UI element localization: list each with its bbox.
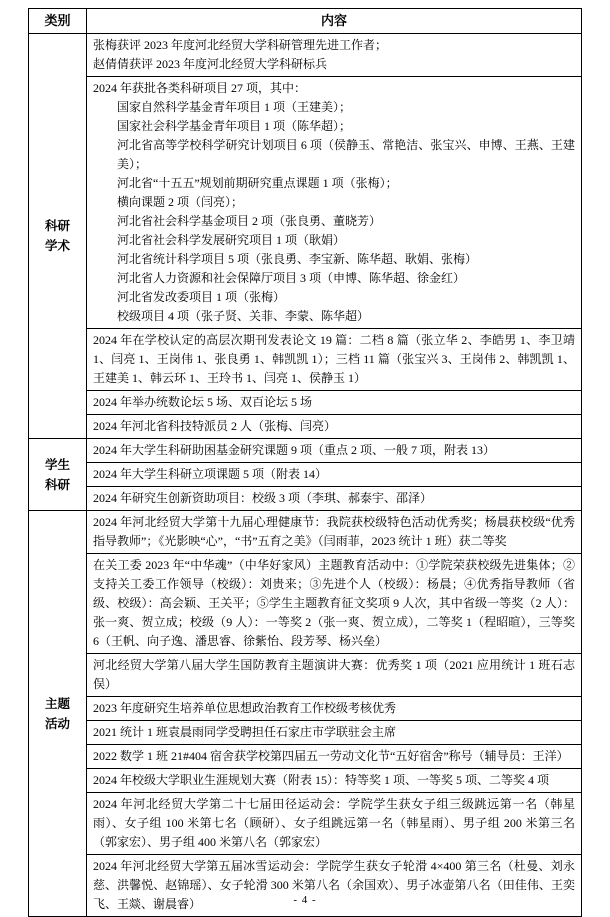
table-row (29, 439, 582, 463)
header-cell-category: 类别 (29, 9, 87, 34)
content-cell (87, 769, 582, 793)
content-cell (87, 793, 582, 855)
row-paragraph: 国家社会科学基金青年项目 1 项（陈华超）； (117, 119, 352, 133)
table-row (29, 769, 582, 793)
row-paragraph: 2024 年大学生科研立项课题 5 项（附表 14） (93, 467, 328, 481)
table-row (29, 511, 582, 554)
table-body (29, 34, 582, 917)
row-paragraph: 河北省社会科学基金项目 2 项（张良勇、董晓芳） (117, 214, 382, 228)
content-cell (87, 34, 582, 77)
row-paragraph: 2024 年河北省科技特派员 2 人（张梅、闫亮） (93, 419, 337, 433)
content-cell (87, 745, 582, 769)
content-cell (87, 439, 582, 463)
row-paragraph: 2024 年获批各类科研项目 27 项，其中： (93, 81, 307, 95)
row-paragraph: 2024 年研究生创新资助项目：校级 3 项（李琪、郝泰宇、邵泽） (93, 491, 433, 505)
table-row (29, 793, 582, 855)
row-paragraph: 赵倩倩获评 2023 年度河北经贸大学科研标兵 (93, 57, 328, 71)
row-paragraph: 2022 数学 1 班 21#404 宿舍获学校第四届五一劳动文化节“五好宿舍”称号（辅导员：王洋） (93, 749, 569, 763)
category-cell: 科研 学术 (29, 34, 87, 439)
row-paragraph: 横向课题 2 项（闫亮）； (117, 195, 244, 209)
content-cell (87, 554, 582, 654)
achievements-table (28, 8, 582, 917)
table-row (29, 415, 582, 439)
row-paragraph: 河北省社会科学发展研究项目 1 项（耿娟） (117, 233, 346, 247)
header-cell-content: 内容 (87, 9, 582, 34)
content-cell (87, 697, 582, 721)
content-cell (87, 654, 582, 697)
row-paragraph: 河北省发改委项目 1 项（张梅） (117, 290, 286, 304)
table-row (29, 697, 582, 721)
content-cell (87, 487, 582, 511)
row-paragraph: 2024 年河北经贸大学第二十七届田径运动会：学院学生获女子组三级跳远第一名（韩星雨）、女子组 100 米第七名（顾研）、女子组跳远第一名（韩星雨）、男子组 200 米第三名（郭家宏）、男子组 400 米第八名（郭家宏） (93, 797, 575, 849)
category-cell: 主题 活动 (29, 511, 87, 917)
content-cell (87, 77, 582, 329)
table-row (29, 77, 582, 329)
row-paragraph: 河北省统计科学项目 5 项（张良勇、李宝新、陈华超、耿娟、张梅） (117, 252, 478, 266)
row-paragraph: 河北省人力资源和社会保障厅项目 3 项（申博、陈华超、徐金红） (117, 271, 466, 285)
table-row (29, 463, 582, 487)
row-paragraph: 2024 年河北经贸大学第十九届心理健康节：我院获校级特色活动优秀奖；杨晨获校级“优秀指导教师”；《光影映“心”，“书”五育之美》（闫雨菲，2023 统计 1 班）获二等奖 (93, 515, 575, 548)
table-row (29, 654, 582, 697)
category-cell: 学生 科研 (29, 439, 87, 511)
row-paragraph: 在关工委 2023 年“中华魂”（中华好家风）主题教育活动中：①学院荣获校级先进集体；②支持关工委工作领导（校级）：刘贵来；③先进个人（校级）：杨晨；④优秀指导教师（省级、校级）：高会颖、王关平；⑤学生主题教育征文奖项 9 人次，其中省级一等奖（2 人）：张一爽、贺立成；校级（9 人）：一等奖 2（张一爽、贺立成），二等奖 1（程昭暄），三等奖 6（王帆、向子逸、潘思睿、徐紫怡、段芳琴、杨兴垒） (93, 558, 575, 648)
content-cell (87, 415, 582, 439)
row-paragraph: 2024 年在学校认定的高层次期刊发表论文 19 篇：二档 8 篇（张立华 2、李皓男 1、李卫靖 1、闫亮 1、王岗伟 1、张良勇 1、韩凯凯 1）；三档 11 篇（张宝兴 3、王岗伟 2、韩凯凯 1、王建美 1、韩云环 1、王玲书 1、闫亮 1、侯静玉 1） (93, 333, 575, 385)
table-row (29, 554, 582, 654)
row-paragraph: 2023 年度研究生培养单位思想政治教育工作校级考核优秀 (93, 701, 397, 715)
content-cell (87, 721, 582, 745)
table-row (29, 745, 582, 769)
row-paragraph: 2024 年大学生科研助困基金研究课题 9 项（重点 2 项、一般 7 项，附表 13） (93, 443, 496, 457)
row-paragraph: 2024 年校级大学职业生涯规划大赛（附表 15）：特等奖 1 项、一等奖 5 项、二等奖 4 项 (93, 773, 550, 787)
row-paragraph: 校级项目 4 项（张子贤、关菲、李蒙、陈华超） (117, 309, 370, 323)
row-paragraph: 2024 年举办统数论坛 5 场、双百论坛 5 场 (93, 395, 313, 409)
page-number: - 4 - (293, 894, 317, 906)
content-cell (87, 855, 582, 917)
page-footer (0, 894, 610, 906)
table-row (29, 34, 582, 77)
table-header-row (29, 9, 582, 34)
table-row (29, 721, 582, 745)
content-cell (87, 463, 582, 487)
row-paragraph: 2021 统计 1 班袁晨雨同学受聘担任石家庄市学联驻会主席 (93, 725, 397, 739)
row-paragraph: 国家自然科学基金青年项目 1 项（王建美）； (117, 100, 352, 114)
row-paragraph: 2024 年河北经贸大学第五届冰雪运动会：学院学生获女子轮滑 4×400 第三名（杜曼、刘永慈、洪馨悦、赵锦瑶）、女子轮滑 300 米第八名（余国欢）、男子冰壶第八名（田佳伟、王奕飞、王燚、谢晨睿） (93, 859, 575, 911)
content-cell (87, 329, 582, 391)
content-cell (87, 391, 582, 415)
row-paragraph: 河北经贸大学第八届大学生国防教育主题演讲大赛：优秀奖 1 项（2021 应用统计 1 班石志俣） (93, 658, 575, 691)
content-cell (87, 511, 582, 554)
table-row (29, 391, 582, 415)
table-row (29, 855, 582, 917)
row-paragraph: 河北省高等学校科学研究计划项目 6 项（侯静玉、常艳洁、张宝兴、申博、王燕、王建美）； (117, 138, 575, 171)
table-row (29, 487, 582, 511)
row-paragraph: 张梅获评 2023 年度河北经贸大学科研管理先进工作者； (93, 38, 388, 52)
table-row (29, 329, 582, 391)
row-paragraph: 河北省“十五五”规划前期研究重点课题 1 项（张梅）； (117, 176, 398, 190)
